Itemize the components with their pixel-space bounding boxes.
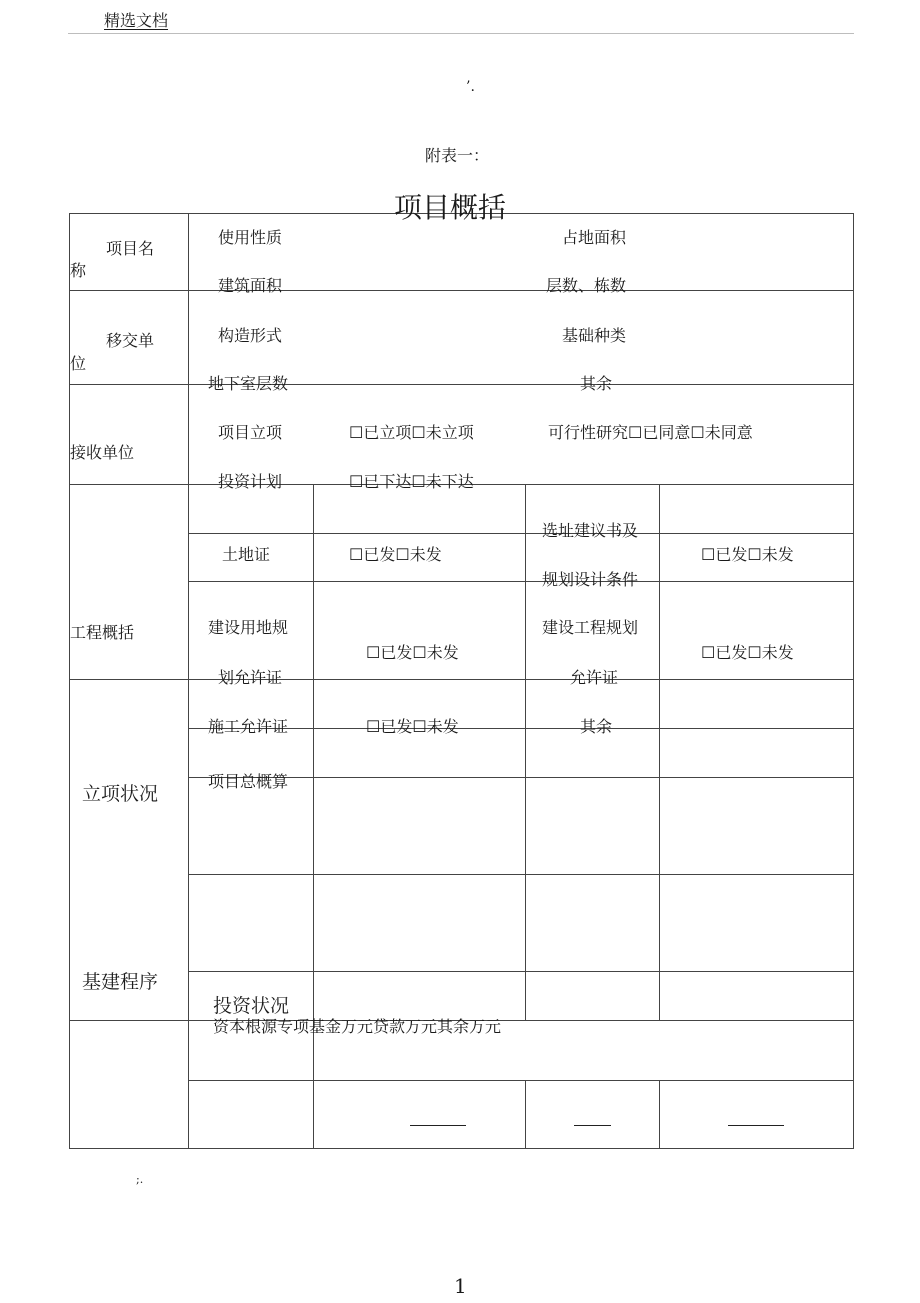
label-construction-procedure: 基建程序: [82, 971, 159, 993]
header-divider: [68, 33, 854, 34]
approval-options: ☐已立项☐未立项: [349, 423, 474, 442]
header-label: 精选文档: [104, 11, 169, 30]
label-land-certificate: 土地证: [222, 545, 271, 564]
label-investment-status: 投资状况: [213, 995, 290, 1017]
column-line: [525, 484, 526, 1020]
label-foundation-type: 基础种类: [562, 326, 627, 345]
land-use-options: ☐已发☐未发: [366, 643, 459, 662]
feasibility-study: 可行性研究☐已同意☐未同意: [548, 423, 753, 442]
column-line: [188, 213, 189, 1149]
column-line: [659, 1080, 660, 1149]
column-line: [659, 484, 660, 1020]
label-other-2: 其余: [580, 717, 613, 736]
label-project-name-1: 项目名: [106, 239, 155, 258]
label-other-1: 其余: [580, 374, 613, 393]
label-project-name-2: 称: [70, 261, 87, 280]
construction-permit-options: ☐已发☐未发: [366, 717, 459, 736]
label-structure-form: 构造形式: [218, 326, 283, 345]
label-handover-unit-2: 位: [70, 354, 87, 373]
row-line: [188, 971, 854, 972]
row-line: [188, 874, 854, 875]
label-basement-floors: 地下室层数: [208, 374, 289, 393]
site-selection-options: ☐已发☐未发: [701, 545, 794, 564]
row-line: [188, 581, 854, 582]
table-border-bottom: [69, 1148, 854, 1149]
label-floors-buildings: 层数、栋数: [546, 276, 627, 295]
label-land-area: 占地面积: [562, 228, 627, 247]
engineering-permit-options: ☐已发☐未发: [701, 643, 794, 662]
page-title: 项目概括: [394, 191, 507, 224]
label-land-use-permit-1: 建设用地规: [208, 618, 289, 637]
land-cert-options: ☐已发☐未发: [349, 545, 442, 564]
label-investment-plan: 投资计划: [218, 472, 283, 491]
label-engineering-permit-1: 建设工程规划: [542, 618, 639, 637]
label-construction-permit: 施工允许证: [208, 717, 289, 736]
label-usage-nature: 使用性质: [218, 228, 283, 247]
label-engineering-permit-2: 允许证: [570, 668, 619, 687]
table-border-right: [853, 213, 854, 1149]
column-line: [525, 1080, 526, 1149]
blank-special-fund: [410, 1125, 466, 1126]
column-line: [313, 484, 314, 1149]
row-line: [69, 290, 854, 291]
label-total-budget: 项目总概算: [208, 772, 289, 791]
row-line: [188, 533, 854, 534]
plan-options: ☐已下达☐未下达: [349, 472, 474, 491]
blank-loan: [574, 1125, 611, 1126]
top-mark: ’.: [466, 79, 475, 95]
label-handover-unit-1: 移交单: [106, 331, 155, 350]
footnote-mark: ;.: [136, 1173, 144, 1186]
annex-label: 附表一：: [425, 146, 490, 165]
funding-source: 资本根源专项基金万元贷款万元其余万元: [213, 1017, 502, 1036]
label-project-approval: 项目立项: [218, 423, 283, 442]
label-engineering-overview: 工程概括: [70, 623, 135, 642]
label-building-area: 建筑面积: [218, 276, 283, 295]
label-site-selection-1: 选址建议书及: [542, 521, 639, 540]
label-receiving-unit: 接收单位: [70, 443, 135, 462]
row-line: [69, 679, 854, 680]
row-line: [69, 384, 854, 385]
label-site-selection-2: 规划设计条件: [542, 570, 639, 589]
page-number: 1: [454, 1274, 467, 1298]
blank-other: [728, 1125, 784, 1126]
label-land-use-permit-2: 划允许证: [218, 668, 283, 687]
label-project-status: 立项状况: [82, 783, 159, 805]
row-line: [188, 1080, 854, 1081]
